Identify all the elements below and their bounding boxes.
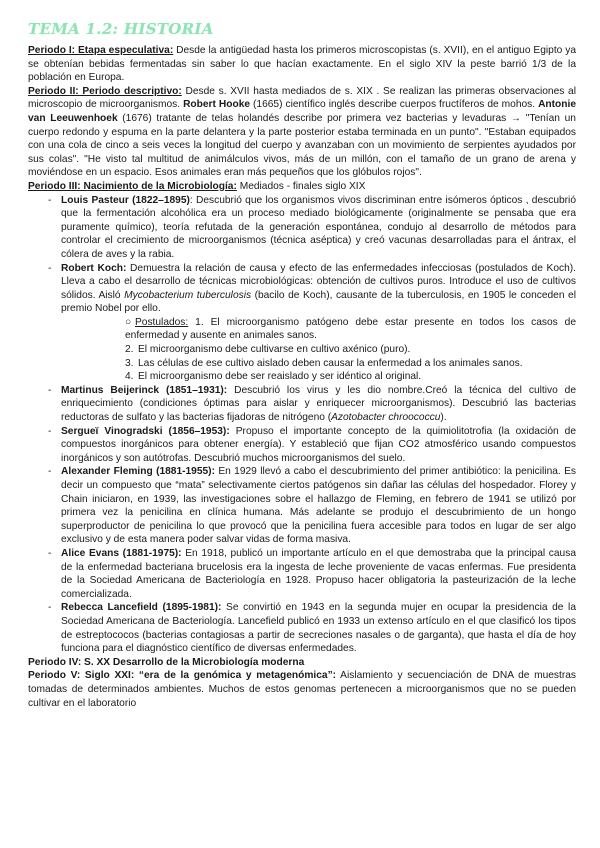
list-item-koch — [61, 262, 576, 384]
evans-name: Alice Evans (1881-1975): — [61, 547, 182, 559]
period-2-paragraph — [28, 85, 576, 180]
list-item-vinogradski: - Sergueï Vinogradski (1856–1953): Propuso el importante concepto de la quimiolitotrofia (la oxidación de compuestos inorgánicos para obtener energía). Y estableció que fijan CO2 atmosférico usando compuestos inorgánicos y son autótrofas. Descubrió muchos microorganismos del suelo. — [61, 425, 576, 466]
period-1-paragraph — [28, 44, 576, 85]
postulates-label: Postulados: — [135, 316, 189, 328]
postulate-item: ○ Postulados: 1. El microorganismo patógeno debe estar presente en todos los casos de enfermedad y ausente en animales sanos. — [125, 316, 576, 342]
document-page — [28, 20, 576, 710]
koch-name: Robert Koch: — [61, 262, 127, 274]
period-2-heading: Periodo II: Periodo descriptivo: — [28, 85, 182, 97]
vinogradski-name: Sergueï Vinogradski (1856–1953): — [61, 425, 230, 437]
period-5-paragraph — [28, 669, 576, 710]
hooke-name: Robert Hooke — [183, 99, 251, 111]
document-title: TEMA 1.2: HISTORIA — [28, 20, 214, 38]
circle-bullet-icon: ○ — [125, 316, 132, 328]
koch-text-b: (bacilo de Koch), causante de la tuberculosis, en 1905 le conceden el premio Nobel por ello. — [61, 289, 576, 315]
postulate-item: 3. Las células de ese cultivo aislado deben causar la enfermedad a los animales sanos. — [125, 357, 523, 369]
lancefield-name: Rebecca Lancefield (1895-1981): — [61, 602, 222, 614]
period-2-text-c: (1676) tratante de telas holandés describe por primera vez bacterias y levaduras → "Tenían un cuerpo redondo y espuma en la parte delantera y la parte posterior estaba terminada en un punto". "Estaban equipados con una cola de cinco a seis veces la longitud del cuerpo y avanzaban con un movimiento de serpientes ayudados por sus colas". "He visto tal multitud de animálculos vivos, más de un millón, con el tamaño de un grano de arena y moviéndose en un espacio. Esos animales eran más pequeños que los glóbulos rojos". — [28, 112, 576, 179]
period-2-text-b: (1665) científico inglés describe cuerpos fructíferos de mohos. — [250, 99, 539, 111]
list-item-beijerinck: - Martinus Beijerinck (1851–1931): Descubrió los virus y les dio nombre.Creó la técnica del cultivo de enriquecimiento (condiciones óptimas para aislar y enriquecer microorganismos). Descubrió las bacterias reductoras de sulfato y las bacterias fijadoras de nitrógeno (Azotobacter chroococcu). — [61, 384, 576, 425]
beijerinck-name: Martinus Beijerinck (1851–1931): — [61, 384, 228, 396]
scientist-list — [28, 194, 576, 656]
list-item-evans: - Alice Evans (1881-1975): En 1918, publicó un importante artículo en el que demostraba que la principal causa de la enfermedad bacteriana brucelosis era la ingesta de leche proveniente de vacas enfermas. Fue presidenta de la Sociedad Americana de Bacteriología en 1928. Propuso hacer obligatoria la pasteurización de la leche comercializada. — [61, 547, 576, 601]
fleming-name: Alexander Fleming (1881-1955): — [61, 466, 215, 478]
period-4-paragraph — [28, 656, 576, 670]
pasteur-text: : Descubrió que los organismos vivos discriminan entre isómeros ópticos , descubrió que la fermentación alcohólica era un proceso mediado biológicamente (originalmente se pensaba que era puramente químico), teoría refutada de la generación espontánea, condujo al desarrollo de métodos para controlar el crecimiento de microorganismos (técnica aséptica) y creó vacunas desarrolladas para el ántrax, el cólera de aves y la rabia. — [61, 194, 576, 260]
period-2-text-a: Desde s. XVII hasta mediados de s. XIX . Se realizan las primeras observaciones al microscopio de microorganismos. — [28, 85, 576, 111]
beijerinck-species: Azotobacter chroococcu — [331, 412, 441, 424]
koch-species: Mycobacterium tuberculosis — [124, 289, 252, 301]
leeuwenhoek-name: Antonie van Leeuwenhoek — [28, 99, 576, 124]
period-4-heading: Periodo IV: S. XX Desarrollo de la Microbiología moderna — [28, 656, 305, 668]
koch-text-a: Demuestra la relación de causa y efecto de las enfermedades infecciosas (postulados de Koch). Lleva a cabo el desarrollo de técnicas microbiológicas: obtención de cultivos puros. Introduce el uso de cultivos sólidos. Aisló — [61, 262, 576, 301]
list-item-lancefield: - Rebecca Lancefield (1895-1981): Se convirtió en 1943 en la segunda mujer en ocupar la presidencia de la Sociedad Americana de Bacteriología. Lancefield publicó en 1933 un extenso artículo en el que clasificó los tipos de estreptococos (bacterias contagiosas a partir de secreciones nasales o de garganta), que hasta el día de hoy funciona para el diagnóstico científico de diversas enfermedades. — [61, 601, 576, 655]
pasteur-name: Louis Pasteur (1822–1895) — [61, 194, 190, 206]
period-5-heading: Periodo V: Siglo XXI: “era de la genómica y metagenómica”: — [28, 670, 337, 682]
postulate-item: 4. El microorganismo debe ser reaislado y ser idéntico al original. — [125, 371, 422, 383]
period-3-paragraph — [28, 180, 576, 194]
list-item-fleming: - Alexander Fleming (1881-1955): En 1929 llevó a cabo el descubrimiento del primer antibiótico: la penicilina. Es decir un compuesto que “mata” selectivamente ciertos patógenos sin dañar las células del hospedador. Florey y Chain iniciaron, en 1939, las investigaciones sobre el hallazgo de Fleming, en febrero de 1941 se utilizó por primera vez la penicilina en clínica humana. Más adelante se produjo el descubrimiento de un hongo superproductor de penicilina lo que provocó que la penicilina fuera accesible para todos en lugar de ser algo exclusivo y de esta manera poder salvar vidas de forma masiva. — [61, 465, 576, 547]
period-1-heading: Periodo I: Etapa especulativa: — [28, 45, 174, 56]
period-3-heading: Periodo III: Nacimiento de la Microbiología: — [28, 180, 237, 192]
list-item-pasteur — [61, 194, 576, 262]
postulate-item: 2. El microorganismo debe cultivarse en cultivo axénico (puro). — [125, 344, 411, 356]
koch-postulates-list — [61, 316, 576, 384]
period-1-text: Desde la antigüedad hasta los primeros microscopistas (s. XVII), en el antiguo Egipto ya se obtenían bebidas fermentadas sin saber lo que hacían exactamente. En el siglo XIV la peste barrió 1/3 de la población en Europa. — [28, 45, 576, 84]
period-5-text: Aislamiento y secuenciación de DNA de muestras tomadas de determinados ambientes. Muchos de estos genomas pertenecen a microorganismos que no se pueden cultivar en el laboratorio — [28, 670, 576, 709]
period-3-text: Mediados - finales siglo XIX — [236, 180, 366, 192]
